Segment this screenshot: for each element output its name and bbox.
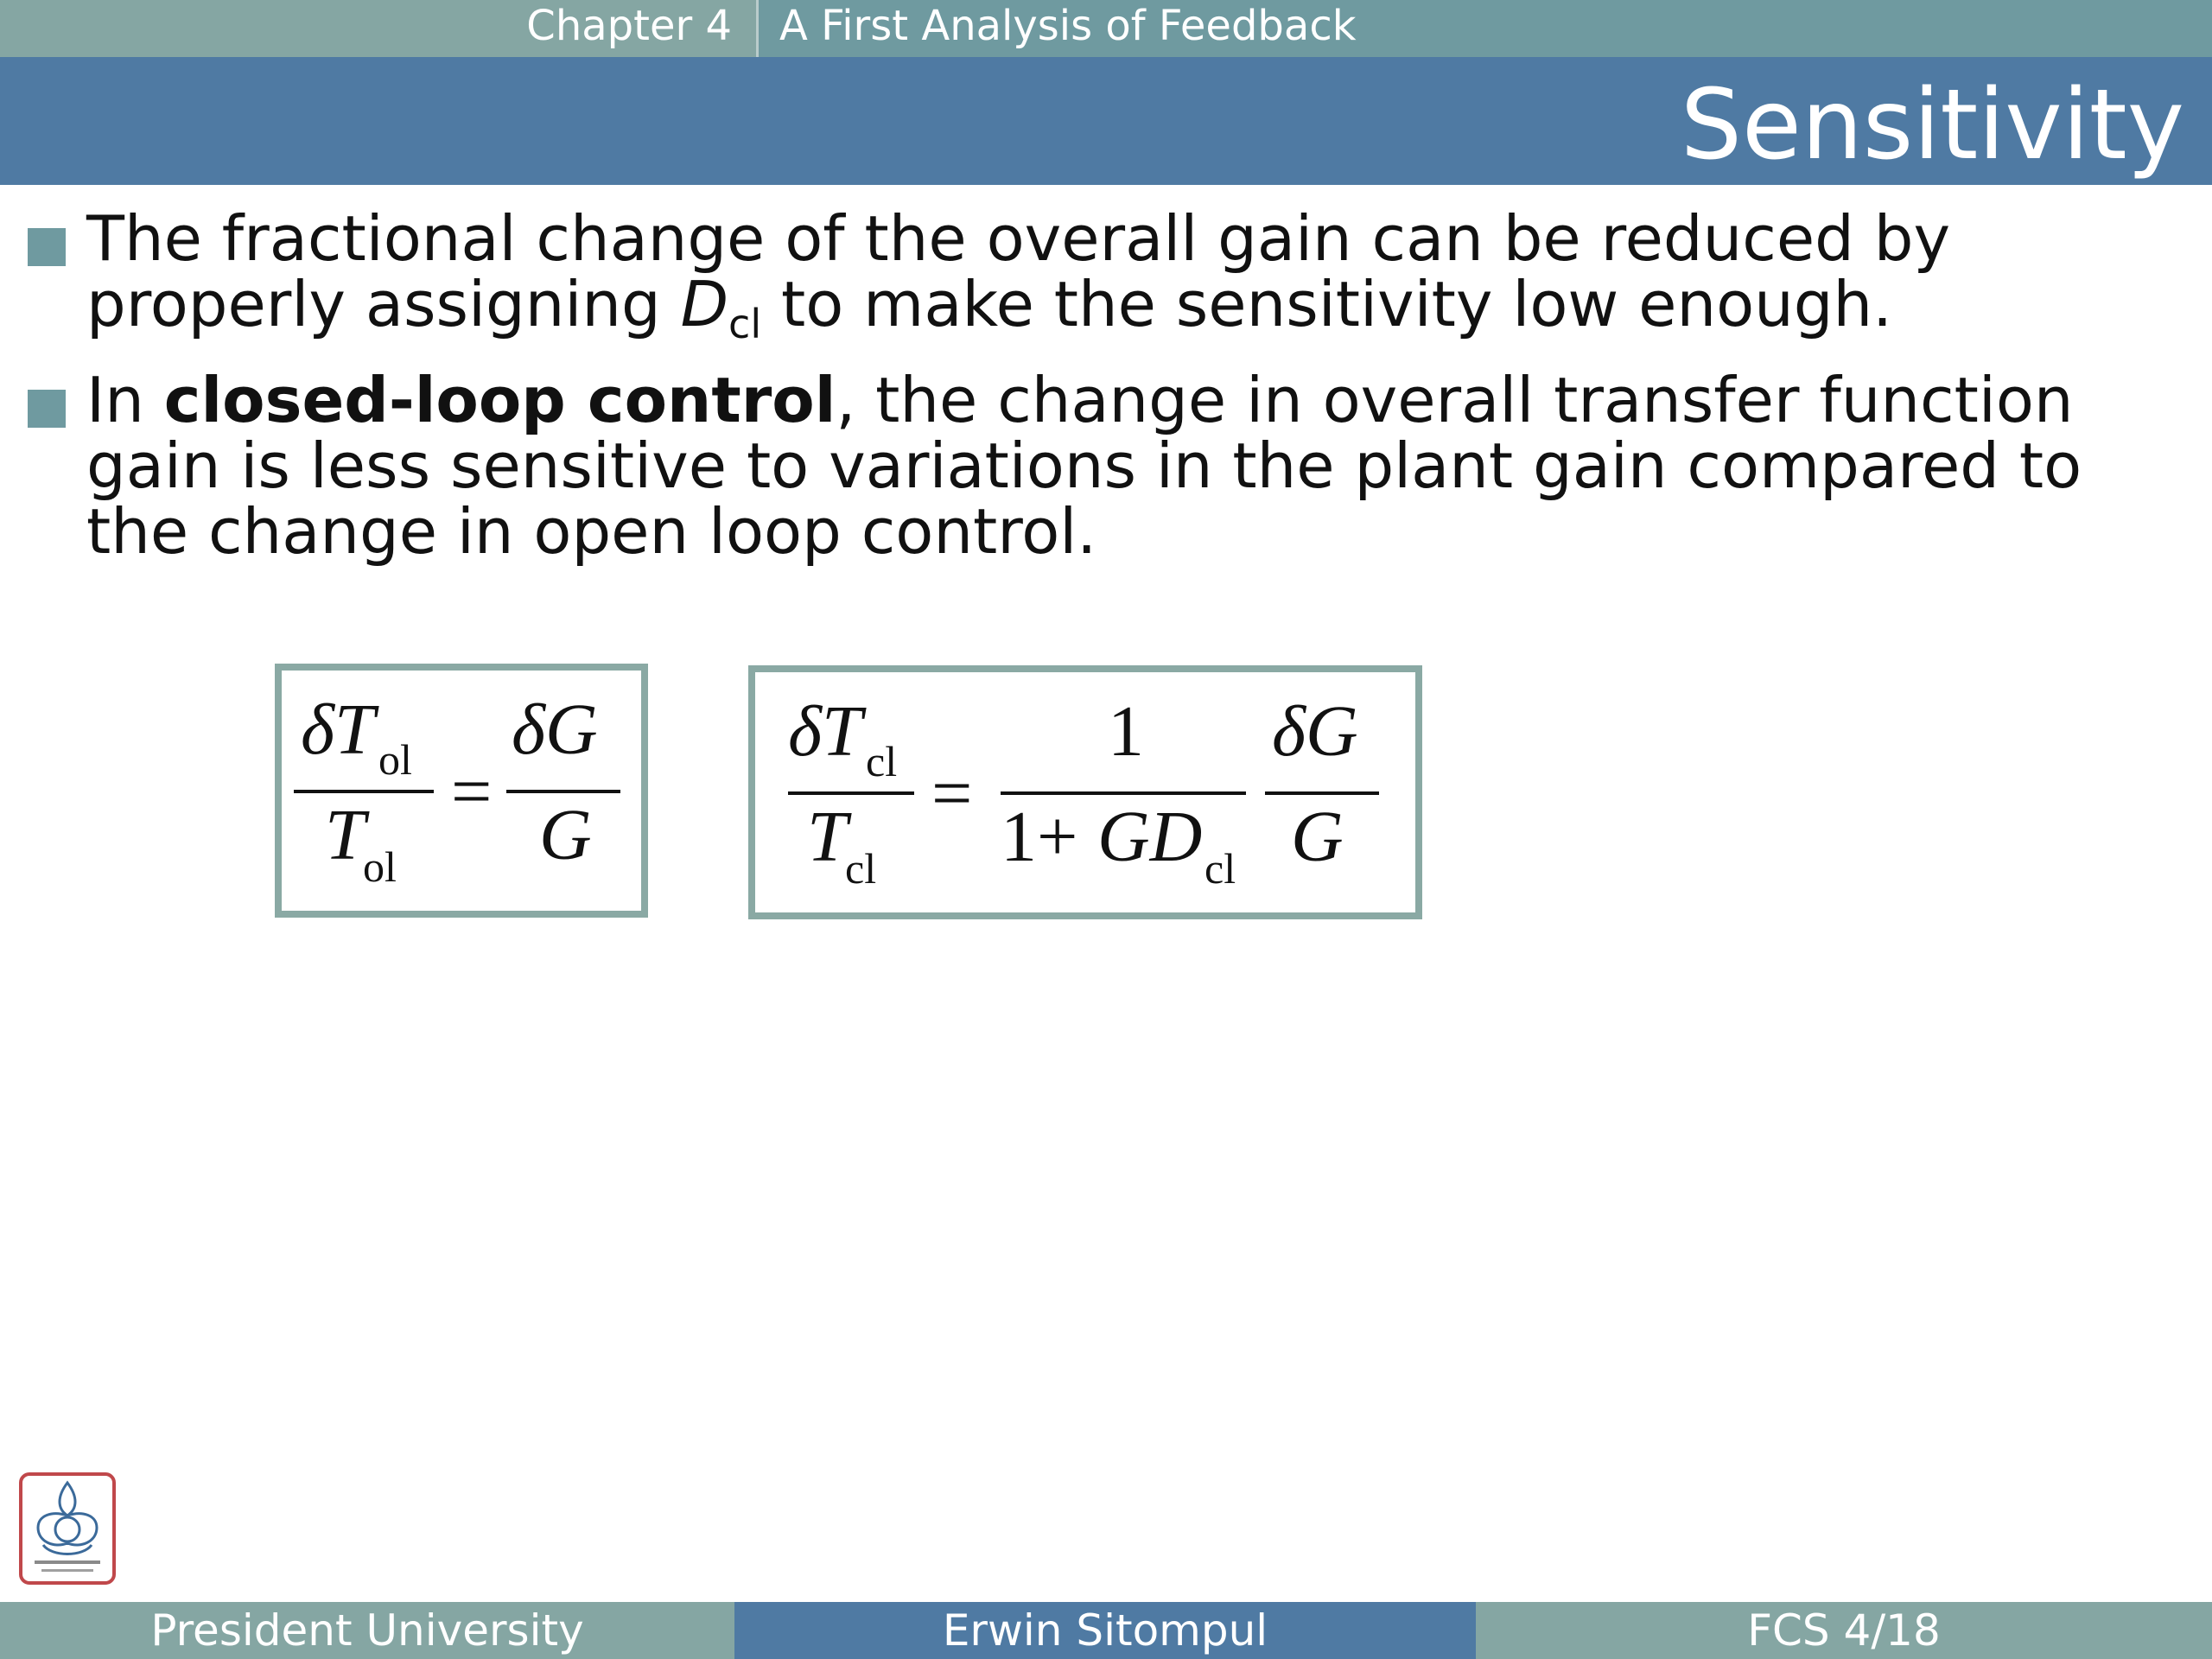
bullet-variable-subscript: cl: [728, 301, 762, 347]
cl-mid-numerator: 1: [1108, 691, 1144, 772]
ol-equals-sign: =: [451, 752, 493, 832]
chapter-number-cell: [0, 0, 756, 57]
cl-mid-denominator-subscript: cl: [1205, 844, 1236, 893]
chapter-bar: [0, 0, 2212, 57]
ol-lhs-denominator: T: [325, 795, 365, 875]
cl-rhs-numerator: δG: [1272, 691, 1358, 772]
cl-lhs-numerator-subscript: cl: [866, 737, 898, 785]
cl-lhs-denominator: T: [807, 797, 848, 877]
cl-lhs-numerator: δT: [788, 691, 862, 772]
bullet-text: [86, 202, 1951, 347]
bullet-text-part: , the change in overall transfer function gain is less sensitive to variations in the plant gain compared to the change in open loop control.: [86, 364, 2082, 568]
slide-footer: [0, 1602, 2212, 1659]
cl-rhs-denominator: G: [1291, 797, 1344, 877]
open-loop-equation-box: [275, 664, 648, 918]
square-bullet-icon: [28, 390, 66, 428]
slide-title: Sensitivity: [1680, 69, 2184, 181]
title-bar: [0, 57, 2212, 185]
ol-lhs-numerator: δT: [301, 690, 375, 770]
ol-lhs-numerator-subscript: ol: [378, 735, 412, 784]
cl-mid-denominator-variable: GD: [1097, 797, 1203, 877]
ol-lhs-denominator-subscript: ol: [363, 842, 397, 891]
closed-loop-equation-box: [748, 665, 1422, 919]
bullet-text-part: to make the sensitivity low enough.: [761, 268, 1892, 340]
square-bullet-icon: [28, 228, 66, 266]
cl-equals-sign: =: [931, 753, 973, 834]
cl-mid-denominator-prefix: 1+: [1001, 797, 1078, 877]
president-university-logo-icon: [17, 1471, 118, 1586]
footer-author: Erwin Sitompul: [734, 1602, 1476, 1659]
closed-loop-equation: [755, 672, 1415, 912]
ol-rhs-denominator: G: [539, 795, 592, 875]
chapter-number: Chapter 4: [526, 2, 732, 50]
open-loop-equation: [282, 671, 641, 911]
bullet-text: [86, 364, 2082, 568]
bullet-variable: D: [680, 268, 729, 340]
footer-page-number: FCS 4/18: [1476, 1602, 2212, 1659]
bullet-text-part: The fractional change of the overall gain can be reduced by properly assigning: [86, 202, 1951, 340]
bullet-item: [0, 364, 2160, 568]
bullet-text-part: In: [86, 364, 164, 436]
chapter-bar-divider: [756, 0, 759, 57]
bullet-item: [0, 202, 2160, 357]
slide-content: [0, 202, 2212, 575]
cl-lhs-denominator-subscript: cl: [845, 844, 877, 893]
chapter-title: A First Analysis of Feedback: [779, 2, 1357, 50]
footer-institution: President University: [0, 1602, 734, 1659]
ol-rhs-numerator: δG: [512, 690, 598, 770]
bullet-bold-term: closed-loop control: [163, 364, 836, 436]
